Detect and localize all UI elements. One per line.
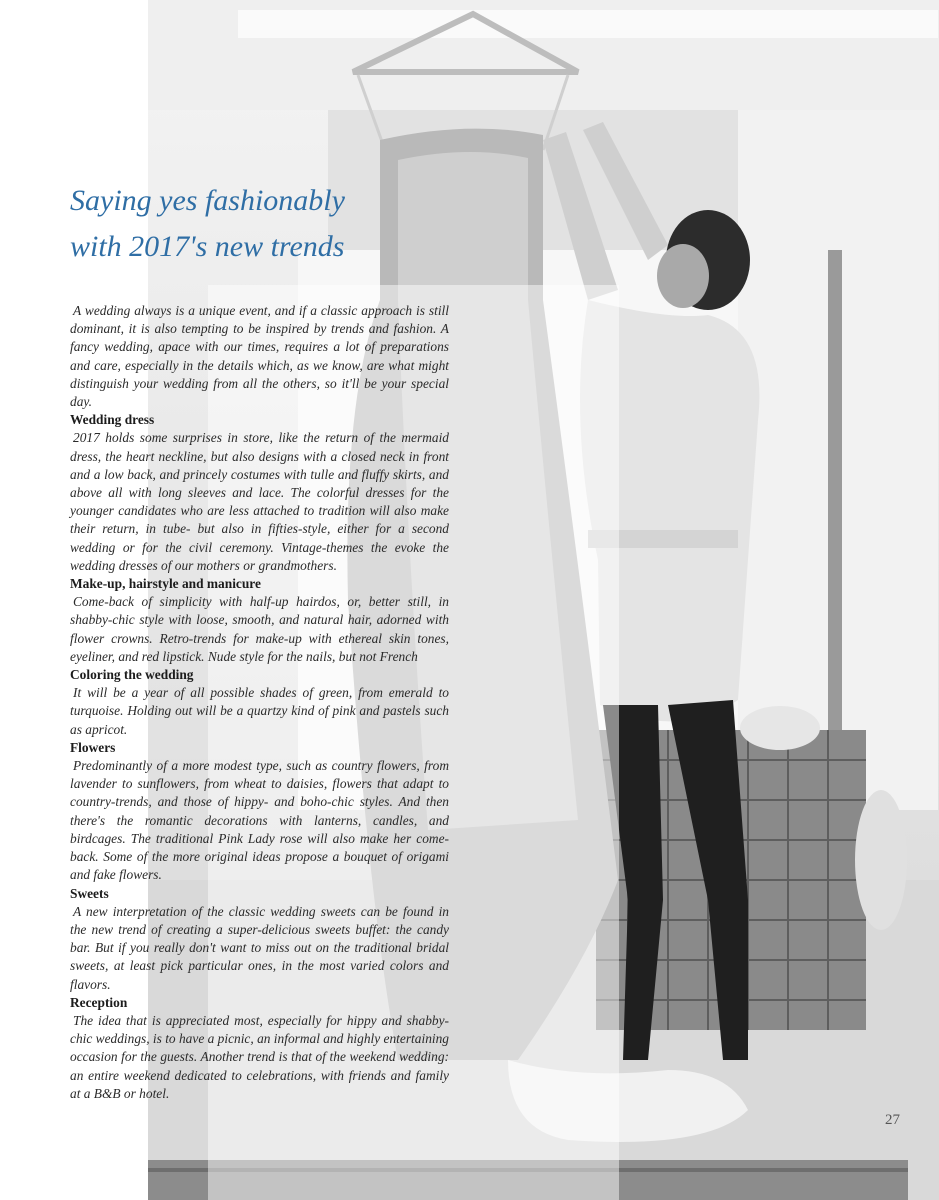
section-body-wedding-dress: 2017 holds some surprises in store, like the return of the mermaid dress, the heart neckline, but also designs with a closed neck in front and a low back, and princely costumes with tulle and fluffy skirts, and above all with long sleeves and lace. The colorful dresses for the younger candidates who are less attached to tradition will also make their return, in tube- but also in fifties-style, either for a second wedding or for the civil ceremony. Vintage-themes the evoke the wedding dresses of our mothers or grandmothers. [70,430,449,573]
section-heading-wedding-dress: Wedding dress [70,412,155,428]
page-number: 27 [885,1112,900,1128]
title-line-2: with 2017's new trends [70,230,345,263]
article-body [70,302,449,1103]
section-body-sweets: A new interpretation of the classic wedding sweets can be found in the new trend of creating a super-delicious sweets buffet: the candy bar. But if you really don't want to miss out on the traditional bridal sweets, at least pick particular ones, in the most varied colors and flavors. [70,903,449,992]
section-heading-coloring: Coloring the wedding [70,667,194,683]
section-body-flowers: Predominantly of a more modest type, such as country flowers, from lavender to sunflowers, from wheat to daisies, flowers that adapt to country-trends, and those of hippy- and boho-chic styles. And then there's the romantic decorations with lanterns, candles, and birdcages. The traditional Pink Lady rose will also make her come-back. Some of the more original ideas propose a bouquet of origami and fake flowers. [70,758,449,883]
section-body-makeup: Come-back of simplicity with half-up hairdos, or, better still, in shabby-chic style with loose, smooth, and natural hair, adorned with flower crowns. Retro-trends for make-up with ethereal skin tones, eyeliner, and red lipstick. Nude style for the nails, but not French [70,594,449,664]
section-heading-sweets: Sweets [70,885,109,901]
intro-paragraph: A wedding always is a unique event, and if a classic approach is still dominant, it is also tempting to be inspired by trends and fashion. A fancy wedding, apace with our times, requires a lot of preparations and care, especially in the details which, as we know, are what might distinguish your wedding from all the others, so it'll be your special day. [70,303,449,410]
title-line-1: Saying yes fashionably [70,184,345,217]
section-body-reception: The idea that is appreciated most, especially for hippy and shabby-chic weddings, is to have a picnic, an informal and highly entertaining occasion for the guests. Another trend is that of the weekend wedding: an entire weekend dedicated to celebrations, with friends and family at a B&B or hotel. [70,1012,449,1101]
section-body-coloring: It will be a year of all possible shades of green, from emerald to turquoise. Holding out will be a quartzy kind of pink and pastels such as apricot. [70,685,449,737]
section-heading-reception: Reception [70,994,128,1010]
section-heading-makeup: Make-up, hairstyle and manicure [70,576,261,592]
article-title [70,178,345,270]
section-heading-flowers: Flowers [70,739,116,755]
